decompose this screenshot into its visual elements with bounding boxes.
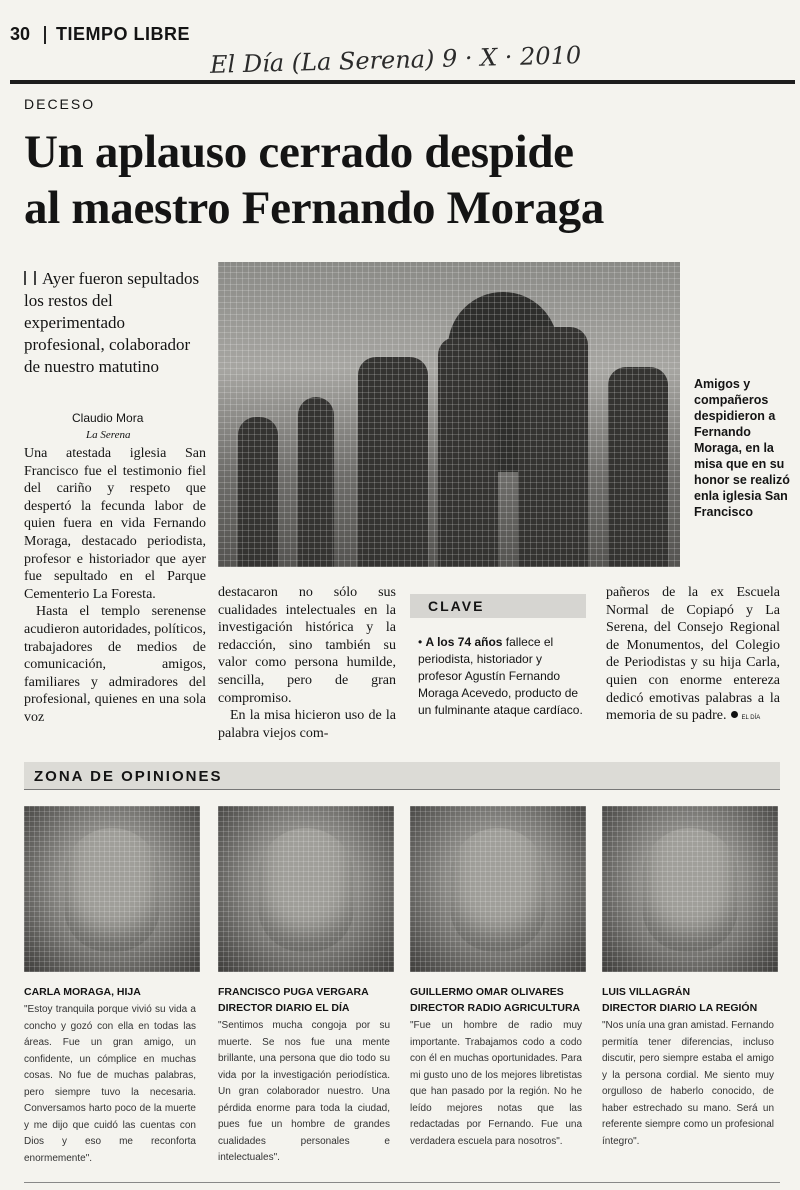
- header-divider: [44, 26, 46, 44]
- dateline: La Serena: [86, 429, 131, 441]
- headline-line-1: Un aplauso cerrado despide: [24, 126, 574, 178]
- paragraph: Una atestada iglesia San Francisco fue el testimonio fiel del cariño y respeto que despertó la fecunda labor de quien fuera en vida Fernando Moraga, destacado periodista, profesor e historiador que ayer fue sepultado en el Parque Cementerio La Foresta.: [24, 446, 206, 602]
- opinion-quote: "Sentimos mucha congoja por su muerte. Se nos fue una mente brillante, una persona que dio todo su vida por la investigación periodística. Un gran colaborador nuestro. Una pérdida enorme para toda la ciudad, pues fue un hombre de grandes cualidades personales e intelectuales".: [218, 1020, 390, 1163]
- page-number: 30: [10, 24, 31, 44]
- opinion-quote: "Nos unía una gran amistad. Fernando permitía tener diferencias, incluso discutir, pero siempre estaba el amigo y la persona cordial. Me siento muy orgulloso de haberlo conocido, de haber estrechado su mano. Será un referente siempre como un profesional íntegro".: [602, 1020, 774, 1147]
- opinion-role: DIRECTOR DIARIO EL DÍA: [218, 1002, 350, 1014]
- portrait-guillermo-olivares: [410, 806, 586, 972]
- article-column-1: [24, 445, 206, 727]
- opinion-name: CARLA MORAGA, HIJA: [24, 986, 141, 998]
- end-mark-icon: [731, 711, 738, 718]
- article-column-4: [606, 584, 780, 725]
- section-title: TIEMPO LIBRE: [56, 24, 191, 44]
- photo-screen-pattern: [410, 806, 586, 972]
- paragraph: En la misa hicieron uso de la palabra viejos com-: [218, 708, 396, 741]
- bottom-rule: [24, 1182, 780, 1183]
- header-rule: [10, 80, 795, 84]
- photo-caption: Amigos y compañeros despidieron a Fernando Moraga, en la misa que en su honor se realizó enla iglesia San Francisco: [694, 377, 790, 519]
- opinions-section-title: ZONA DE OPINIONES: [24, 762, 780, 790]
- funeral-photo: [218, 262, 680, 567]
- portrait-carla-moraga: [24, 806, 200, 972]
- handwritten-note: El Día (La Serena) 9 · X · 2010: [209, 41, 582, 79]
- opinion-name: FRANCISCO PUGA VERGARA: [218, 986, 369, 998]
- clave-box-text: • A los 74 años fallece el periodista, historiador y profesor Agustín Fernando Moraga Acevedo, producto de un fulminante ataque cardíaco.: [418, 635, 583, 717]
- photo-credit: EL DÍA: [741, 715, 761, 722]
- opinion-name: GUILLERMO OMAR OLIVARES: [410, 986, 564, 998]
- paragraph: destacaron no sólo sus cualidades intelectuales en la investigación histórica y la redacción, sino también su valor como persona humilde, sencilla, pero de gran compromiso.: [218, 585, 396, 706]
- photo-screen-pattern: [602, 806, 778, 972]
- headline-line-2: al maestro Fernando Moraga: [24, 182, 605, 234]
- lead-marker-icon: [24, 271, 36, 285]
- article-column-2: [218, 584, 396, 742]
- portrait-francisco-puga: [218, 806, 394, 972]
- portrait-luis-villagran: [602, 806, 778, 972]
- clave-highlight: A los 74 años: [425, 635, 503, 649]
- paragraph: Hasta el templo serenense acudieron autoridades, políticos, trabajadores de medios de comunicación, amigos, familiares y admiradores del profesional, quienes en una sola voz: [24, 604, 206, 725]
- byline: Claudio Mora: [72, 411, 144, 425]
- paragraph: pañeros de la ex Escuela Normal de Copiapó y La Serena, del Consejo Regional de Monumentos, del Colegio de Periodistas y su hija Carla, quien con enorme entereza dedicó emotivas palabras a la memoria de su padre.: [606, 585, 780, 724]
- photo-screen-pattern: [218, 262, 680, 567]
- photo-screen-pattern: [218, 806, 394, 972]
- opinion-role: DIRECTOR RADIO AGRICULTURA: [410, 1002, 581, 1014]
- article-kicker: DECESO: [24, 96, 96, 112]
- article-lead: [24, 268, 204, 378]
- photo-screen-pattern: [24, 806, 200, 972]
- opinion-quote: "Estoy tranquila porque vivió su vida a concho y gozó con ella en todas las áreas. Fue un gran amigo, un confidente, un cómplice en muchas cosas. No fue de muchas palabras, pero siempre tuvo la necesaria. Conversamos harto poco de la muerte y me dijo que cuidó las cuentas con Dios y eso me reconforta enormemente".: [24, 1004, 196, 1164]
- lead-text: Ayer fueron sepultados los restos del experimentado profesional, colaborador de nuestro matutino: [24, 269, 200, 376]
- opinion-quote: "Fue un hombre de radio muy importante. Trabajamos codo a codo con él en muchas oportunidades. Para mi gusto uno de los mejores libretistas que han pasado por la región. No he leído mejores notas que las redactadas por Fernando. Fue una verdadera escuela para nosotros".: [410, 1020, 582, 1147]
- clave-body: fallece el periodista, historiador y profesor Agustín Fernando Moraga Acevedo, producto de un fulminante ataque cardíaco.: [418, 635, 583, 717]
- opinion-name: LUIS VILLAGRÁN: [602, 986, 691, 998]
- clave-box-title: CLAVE: [410, 594, 586, 618]
- article-headline: [24, 124, 784, 236]
- opinion-role: DIRECTOR DIARIO LA REGIÓN: [602, 1002, 758, 1014]
